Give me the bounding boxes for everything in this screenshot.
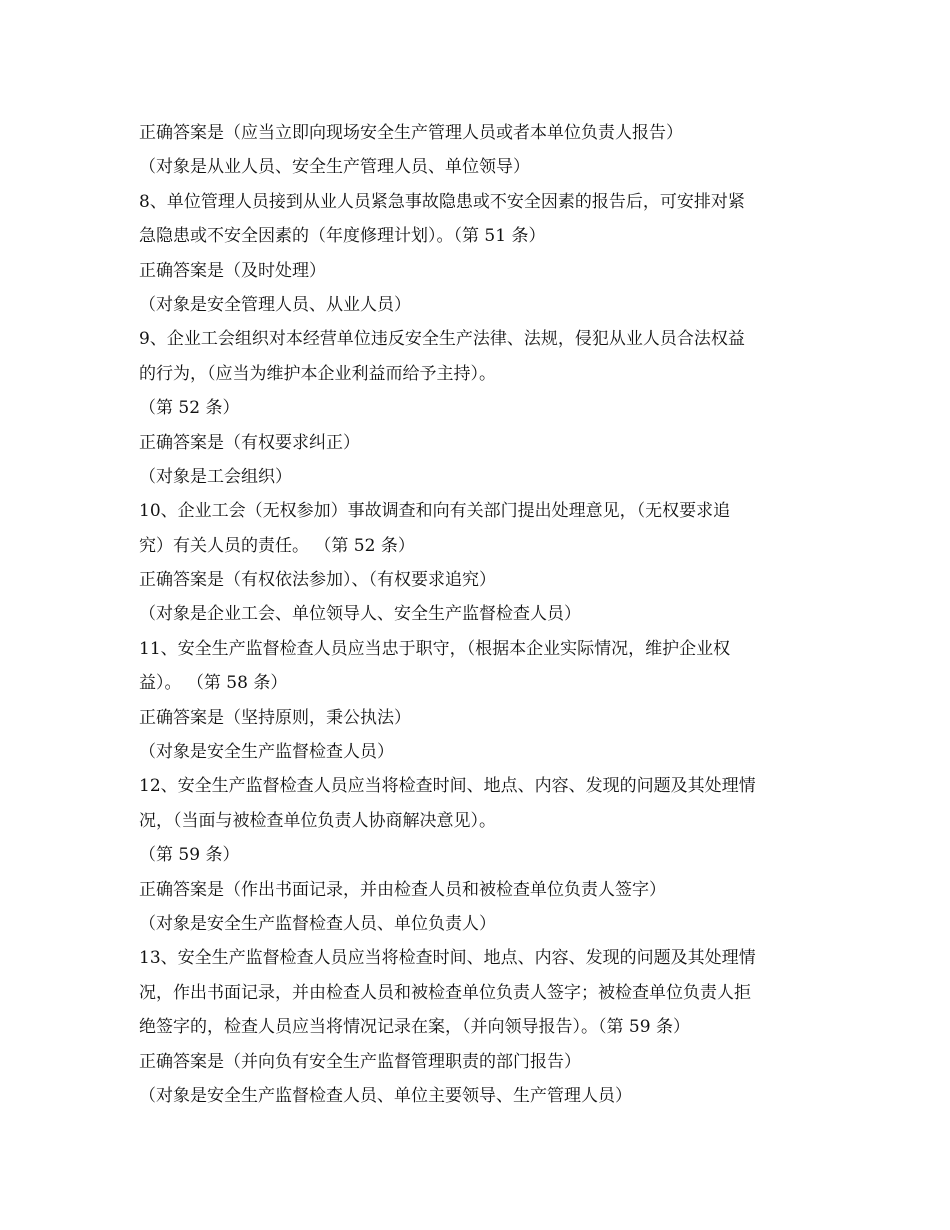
article-ref: （第 52 条） <box>139 398 240 419</box>
question-line: 9、企业工会组织对本经营单位违反安全生产法律、法规，侵犯从业人员合法权益 <box>139 329 745 350</box>
answer-line: 正确答案是（坚持原则，秉公执法） <box>139 707 411 728</box>
target-line: （对象是安全生产监督检查人员） <box>139 742 394 763</box>
answer-line: 正确答案是（有权要求纠正） <box>139 432 360 453</box>
question-line: 11、安全生产监督检查人员应当忠于职守，（根据本企业实际情况，维护企业权 <box>139 638 731 659</box>
text-line: （对象是从业人员、安全生产管理人员、单位领导） <box>139 157 530 178</box>
article-ref: （第 59 条） <box>139 845 240 866</box>
text-line: 况，作出书面记录，并由检查人员和被检查单位负责人签字；被检查单位负责人拒 <box>139 982 751 1003</box>
target-line: （对象是企业工会、单位领导人、安全生产监督检查人员） <box>139 604 581 625</box>
answer-line: 正确答案是（并向负有安全生产监督管理职责的部门报告） <box>139 1051 581 1072</box>
text-line: 益）。 （第 58 条） <box>139 673 288 694</box>
text-line: 况，（当面与被检查单位负责人协商解决意见）。 <box>139 810 496 831</box>
text-line: 的行为，（应当为维护本企业利益而给予主持）。 <box>139 363 496 384</box>
answer-line: 正确答案是（作出书面记录，并由检查人员和被检查单位负责人签字） <box>139 879 666 900</box>
target-line: （对象是安全生产监督检查人员、单位主要领导、生产管理人员） <box>139 1085 632 1106</box>
text-line: 究）有关人员的责任。 （第 52 条） <box>139 535 415 556</box>
question-line: 8、单位管理人员接到从业人员紧急事故隐患或不安全因素的报告后，可安排对紧 <box>139 191 745 212</box>
text-line: 急隐患或不安全因素的（年度修理计划）。（第 51 条） <box>139 226 546 247</box>
target-line: （对象是工会组织） <box>139 466 292 487</box>
text-line: 绝签字的，检查人员应当将情况记录在案，（并向领导报告）。（第 59 条） <box>139 1017 690 1038</box>
question-line: 13、安全生产监督检查人员应当将检查时间、地点、内容、发现的问题及其处理情 <box>139 948 756 969</box>
question-line: 10、企业工会（无权参加）事故调查和向有关部门提出处理意见，（无权要求追 <box>139 501 731 522</box>
answer-line: 正确答案是（及时处理） <box>139 260 326 281</box>
target-line: （对象是安全管理人员、从业人员） <box>139 294 411 315</box>
answer-line: 正确答案是（有权依法参加）、（有权要求追究） <box>139 570 496 591</box>
text-line: 正确答案是（应当立即向现场安全生产管理人员或者本单位负责人报告） <box>139 123 683 143</box>
target-line: （对象是安全生产监督检查人员、单位负责人） <box>139 913 496 934</box>
document-body <box>139 116 819 1113</box>
question-line: 12、安全生产监督检查人员应当将检查时间、地点、内容、发现的问题及其处理情 <box>139 776 756 797</box>
